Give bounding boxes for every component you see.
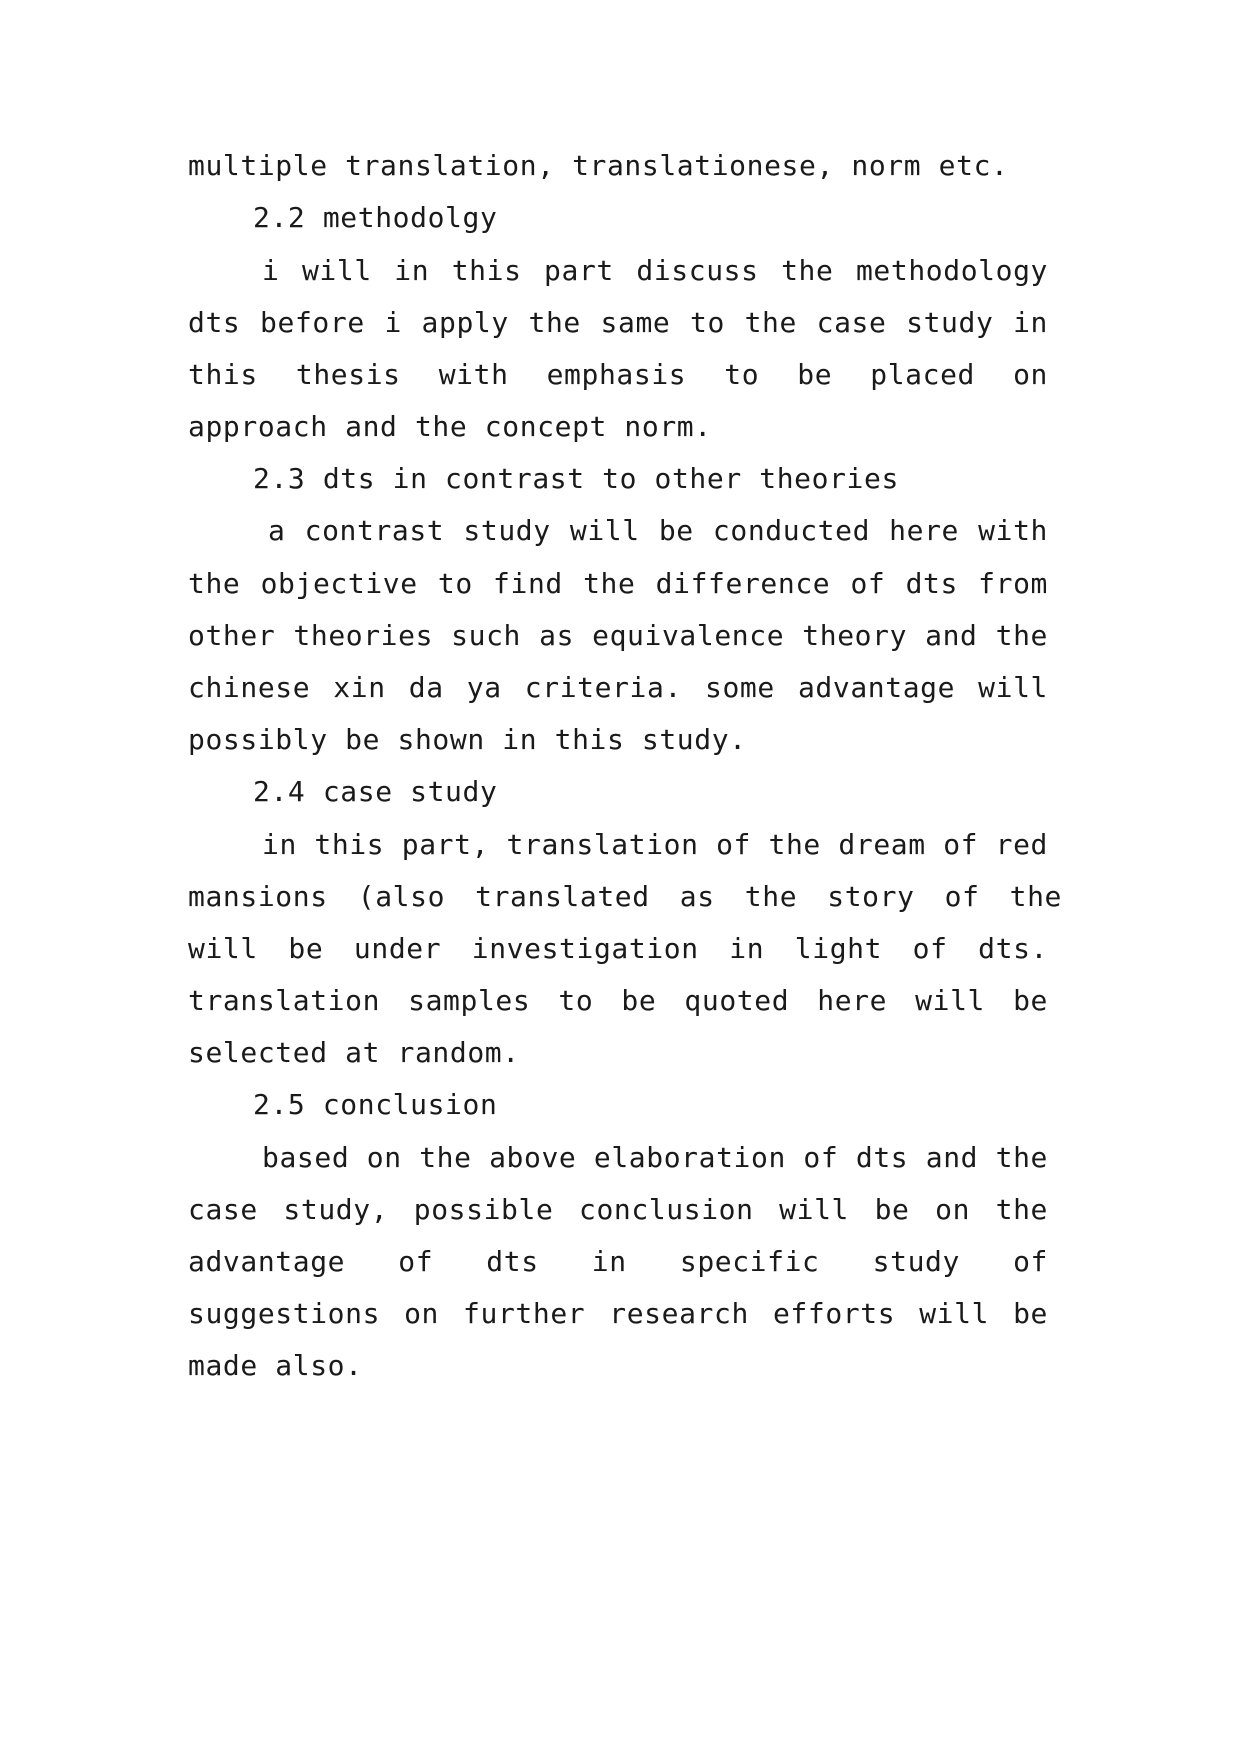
section-heading: 2.3 dts in contrast to other theories	[253, 462, 899, 495]
paragraph-line: possibly be shown in this study.	[188, 723, 747, 756]
section-heading: 2.5 conclusion	[253, 1088, 498, 1121]
paragraph-line: advantage of dts in specific study of	[188, 1245, 1048, 1278]
paragraph-line: will be under investigation in light of dts.	[188, 932, 1048, 965]
paragraph-line: translation samples to be quoted here will be	[188, 984, 1048, 1017]
paragraph-line: case study, possible conclusion will be on the	[188, 1193, 1048, 1226]
text-line: multiple translation, translationese, norm etc.	[188, 149, 1009, 182]
paragraph-line: a contrast study will be conducted here with	[268, 514, 1048, 547]
paragraph-line: i will in this part discuss the methodology	[262, 254, 1048, 287]
paragraph-line: this thesis with emphasis to be placed on	[188, 358, 1048, 391]
paragraph-line: mansions (also translated as the story of the	[188, 880, 1062, 913]
paragraph-line: suggestions on further research efforts will be	[188, 1297, 1048, 1330]
section-heading: 2.4 case study	[253, 775, 498, 808]
section-heading: 2.2 methodolgy	[253, 201, 498, 234]
paragraph-line: approach and the concept norm.	[188, 410, 712, 443]
paragraph-line: chinese xin da ya criteria. some advantage will	[188, 671, 1048, 704]
paragraph-line: the objective to find the difference of dts from	[188, 567, 1048, 600]
paragraph-line: selected at random.	[188, 1036, 520, 1069]
paragraph-line: dts before i apply the same to the case study in	[188, 306, 1048, 339]
paragraph-line: other theories such as equivalence theory and the	[188, 619, 1048, 652]
paragraph-line: based on the above elaboration of dts and the	[262, 1141, 1048, 1174]
paragraph-line: made also.	[188, 1349, 363, 1382]
paragraph-line: in this part, translation of the dream of red	[262, 828, 1048, 861]
